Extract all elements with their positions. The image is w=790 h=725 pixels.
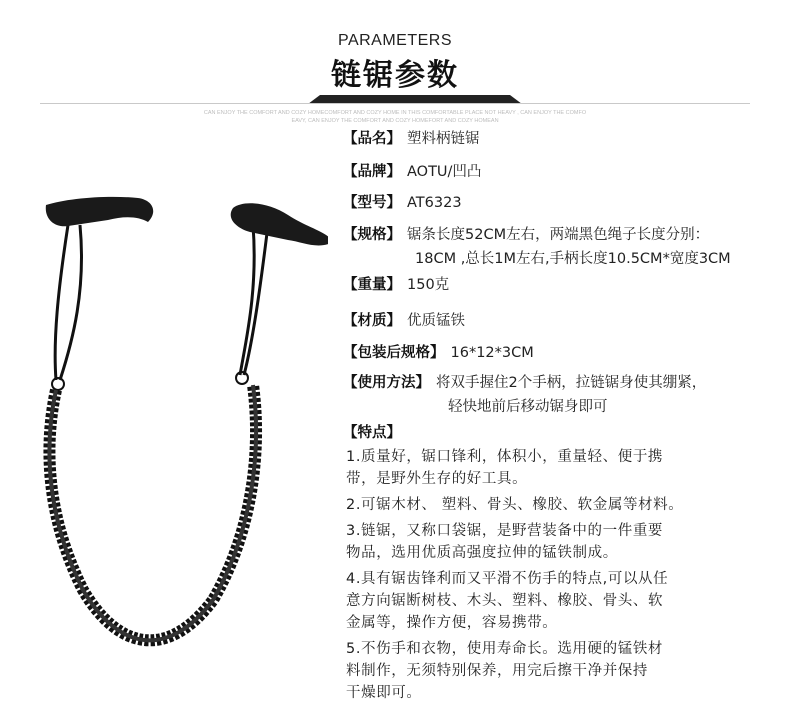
spec-value: 塑料柄链锯 bbox=[407, 131, 480, 147]
feature-line: 4.具有锯齿锋利而又平滑不伤手的特点,可以从任 bbox=[346, 571, 669, 587]
feature-item bbox=[346, 638, 776, 704]
spec-row-model bbox=[343, 192, 462, 214]
spec-value: 150克 bbox=[407, 277, 450, 293]
spec-row-brand bbox=[343, 161, 481, 183]
feature-line: 金属等，操作方便，容易携带。 bbox=[346, 615, 558, 631]
spec-value: AT6323 bbox=[407, 195, 462, 211]
spec-key: 【型号】 bbox=[343, 195, 401, 211]
spec-row-material bbox=[343, 310, 465, 332]
feature-item bbox=[346, 494, 776, 516]
spec-value: AOTU/凹凸 bbox=[407, 164, 482, 180]
feature-item bbox=[346, 520, 776, 564]
feature-line: 物品，选用优质高强度拉伸的锰铁制成。 bbox=[346, 545, 618, 561]
title-chinese: 链锯参数 bbox=[331, 58, 459, 93]
title-english: PARAMETERS bbox=[337, 32, 453, 49]
spec-row-size bbox=[343, 224, 709, 246]
spec-value: 16*12*3CM bbox=[450, 345, 534, 361]
spec-key: 【品牌】 bbox=[343, 164, 401, 180]
spec-row-usage bbox=[343, 372, 706, 394]
feature-item bbox=[346, 568, 776, 634]
spec-usage-continued: 轻快地前后移动锯身即可 bbox=[448, 399, 608, 415]
spec-key: 【材质】 bbox=[343, 313, 401, 329]
spec-row-features-heading bbox=[343, 422, 401, 444]
spec-value: 将双手握住2个手柄，拉链锯身使其绷紧， bbox=[436, 375, 707, 391]
spec-key: 【使用方法】 bbox=[343, 375, 430, 391]
header bbox=[0, 0, 790, 125]
spec-key: 【规格】 bbox=[343, 227, 401, 243]
features-list bbox=[346, 446, 776, 708]
spec-key: 【品名】 bbox=[343, 131, 401, 147]
spec-key: 【包装后规格】 bbox=[343, 345, 445, 361]
divider-line bbox=[40, 103, 750, 104]
feature-line: 带，是野外生存的好工具。 bbox=[346, 471, 528, 487]
spec-row-name bbox=[343, 128, 480, 150]
feature-line: 料制作，无须特别保养，用完后擦干净并保持 bbox=[346, 663, 648, 679]
spec-key: 【重量】 bbox=[343, 277, 401, 293]
feature-line: 3.链锯，又称口袋锯，是野营装备中的一件重要 bbox=[346, 523, 664, 539]
spec-size-continued: 18CM ,总长1M左右,手柄长度10.5CM*宽度3CM bbox=[415, 251, 731, 267]
spec-value: 优质锰铁 bbox=[407, 313, 465, 329]
feature-line: 1.质量好，锯口锋利，体积小，重量轻、便于携 bbox=[346, 449, 664, 465]
chainsaw-product-image bbox=[28, 190, 328, 710]
spec-row-weight bbox=[343, 274, 449, 296]
feature-item bbox=[346, 446, 776, 490]
feature-line: 干燥即可。 bbox=[346, 685, 422, 701]
spec-value: 锯条长度52CM左右，两端黑色绳子长度分别： bbox=[407, 227, 710, 243]
feature-line: 意方向锯断树枝、木头、塑料、橡胶、骨头、软 bbox=[346, 593, 664, 609]
feature-line: 5.不伤手和衣物，使用寿命长。选用硬的锰铁材 bbox=[346, 641, 664, 657]
tagline bbox=[0, 109, 790, 125]
feature-line: 2.可锯木材、 塑料、骨头、橡胶、软金属等材料。 bbox=[346, 497, 684, 513]
spec-key: 【特点】 bbox=[343, 425, 401, 441]
spec-row-package bbox=[343, 342, 534, 364]
tagline-line-1: CAN ENJOY THE COMFORT AND COZY HOMECOMFORT AND COZY HOME IN THIS COMFORTABLE PLACE NOT HEAVY , CAN ENJOY THE COMFO bbox=[203, 110, 587, 116]
tagline-line-2: EAVY, CAN ENJOY THE COMFORT AND COZY HOMEFORT AND COZY HOMEAN bbox=[291, 118, 499, 124]
